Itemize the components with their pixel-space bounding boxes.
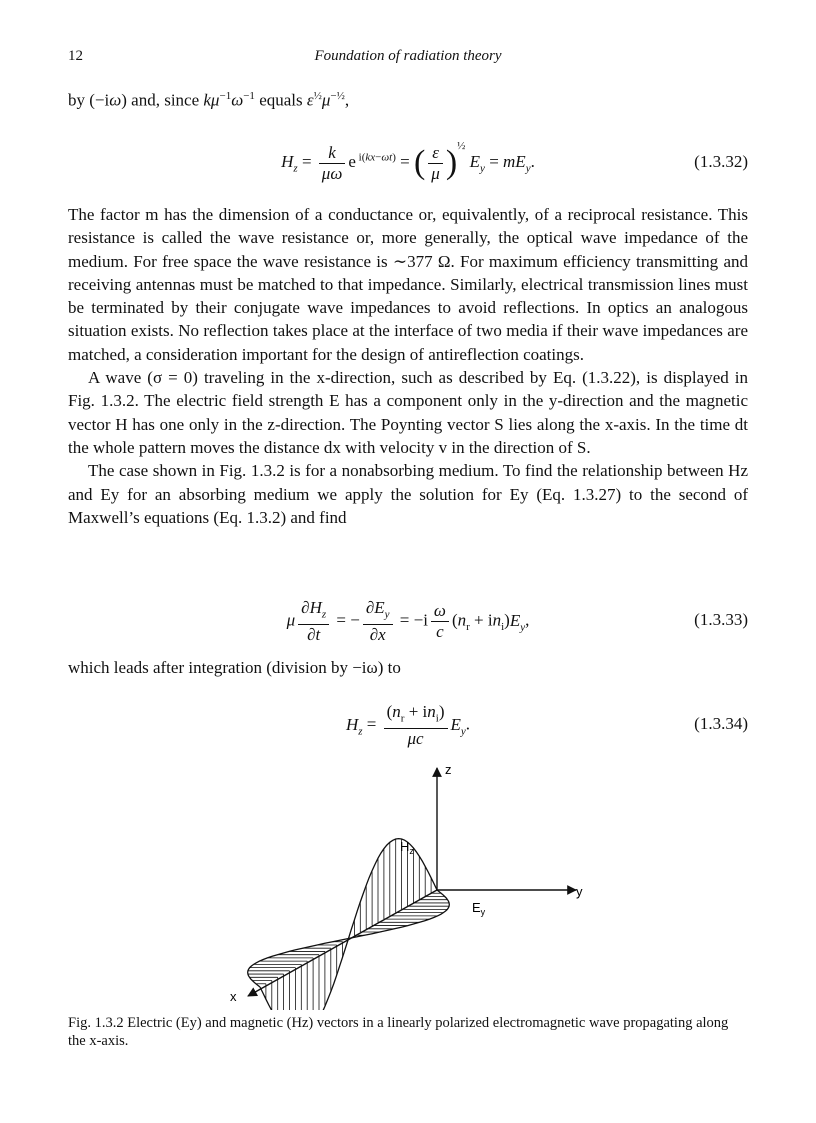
page-header — [68, 48, 748, 70]
intro-line: by (−iω) and, since $k\mu^{-1}\omega^{-1}$ equals $\varepsilon^{\frac{1}{2}}\mu^{-\frac{1}{2}}$, — [68, 90, 350, 110]
h-field-vectors — [266, 839, 431, 1010]
running-title: Foundation of radiation theory — [314, 48, 502, 64]
e-field-label: $E_y$ — [472, 900, 486, 917]
equation-1-3-33: μ $\frac{\partial H_z}{\partial t}$ = − $\frac{\partial E_y}{\partial x}$ = −i $\frac{\omega}{c}$ $(n_r + in_i)E_y$, (1.3.33) — [286, 598, 748, 645]
equation-1-3-34: $H_z$ = $\frac{(n_r + in_i)}{\mu c}$ $E_y$. (1.3.34) — [345, 702, 748, 749]
paragraph: which leads after integration (division by −iω) to — [68, 658, 401, 677]
page-number: 12 — [68, 48, 83, 64]
equation-1-3-32: $H_z$ = $\frac{k}{\mu\omega}$ e $^{i(kx-\omega t)}$ = ( $\frac{\varepsilon}{\mu}$ )$^{\frac{1}{2}}$ $E_y = mE_y$. (1.3.32) — [281, 140, 748, 183]
h-field-label: $H_z$ — [400, 839, 414, 856]
e-field-curve — [248, 890, 450, 987]
equation-number: (1.3.33) — [694, 610, 748, 629]
equation-number: (1.3.32) — [694, 152, 748, 171]
paragraph: The case shown in Fig. 1.3.2 is for a nonabsorbing medium. To find the relationship between Hz and Ey for an absorbing medium we apply the solution for Ey (Eq. 1.3.27) to the second of Maxwell’s equations (Eq. 1.3.2) and find — [68, 461, 748, 527]
figure-caption: Fig. 1.3.2 Electric (Ey) and magnetic (Hz) vectors in a linearly polarized electromagnetic wave propagating along the x-axis. — [68, 1015, 729, 1049]
paragraph: A wave (σ = 0) traveling in the x-direction, such as described by Eq. (1.3.22), is displayed in Fig. 1.3.2. The electric field strength E has a component only in the y-direction and the magnetic vector H has one only in the z-direction. The Poynting vector S lies along the x-axis. In the time dt the whole pattern moves the distance dx with velocity v in the direction of S. — [68, 368, 748, 457]
x-axis-label: x — [230, 989, 237, 1004]
em-wave-figure — [220, 760, 600, 1010]
z-axis-label: z — [445, 762, 452, 777]
paragraph: The factor m has the dimension of a conductance or, equivalently, of a reciprocal resistance. This resistance is called the wave resistance or, more generally, the optical wave impedance of the medium. For free space the wave resistance is ∼377 Ω. For maximum efficiency transmitting and receiving antennas must be matched to that impedance. Similarly, electrical transmission lines must be terminated by their conjugate wave impedances to avoid reflections. In optics an analogous situation exists. No reflection takes place at the interface of two media if their wave impedances are matched, a consideration important for the design of antireflection coatings. — [68, 205, 748, 364]
equation-number: (1.3.34) — [694, 714, 748, 733]
body-text — [68, 203, 748, 529]
y-axis-label: y — [576, 884, 583, 899]
